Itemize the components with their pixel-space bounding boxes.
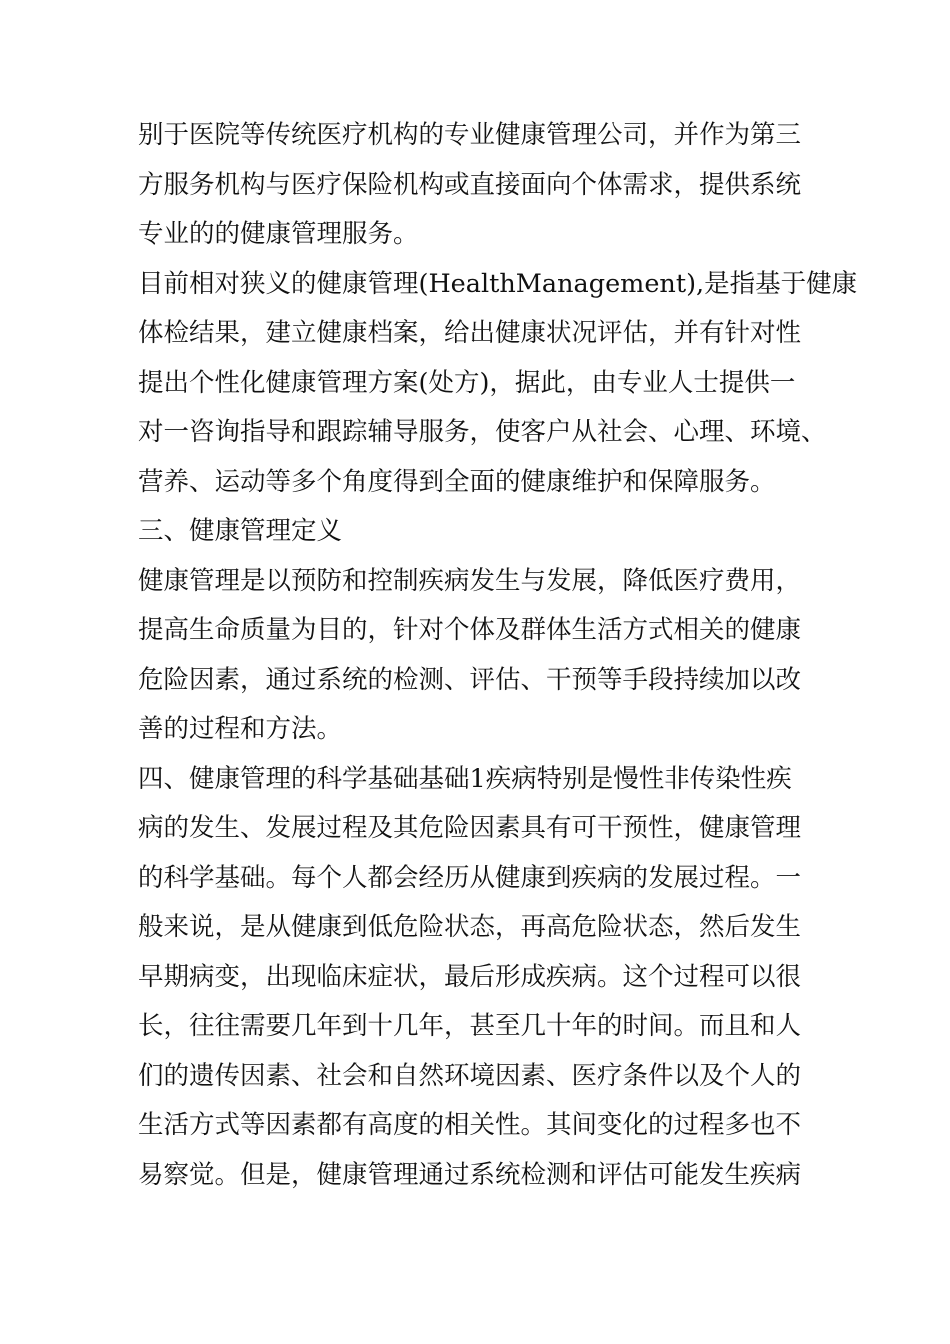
text-line: 提出个性化健康管理方案(处方)，据此，由专业人士提供一	[138, 368, 796, 398]
text-line: 提高生命质量为目的，针对个体及群体生活方式相关的健康	[138, 615, 802, 645]
text-line: 病的发生、发展过程及其危险因素具有可干预性，健康管理	[138, 813, 802, 843]
text-line: 体检结果，建立健康档案，给出健康状况评估，并有针对性	[138, 318, 802, 348]
text-line: 危险因素，通过系统的检测、评估、干预等手段持续加以改	[138, 665, 802, 695]
text-line: 别于医院等传统医疗机构的专业健康管理公司，并作为第三	[138, 120, 802, 150]
text-line: 营养、运动等多个角度得到全面的健康维护和保障服务。	[138, 467, 776, 497]
text-line: 对一咨询指导和跟踪辅导服务，使客户从社会、心理、环境、	[138, 417, 827, 447]
text-line: 方服务机构与医疗保险机构或直接面向个体需求，提供系统	[138, 170, 802, 200]
text-line: 般来说，是从健康到低危险状态，再高危险状态，然后发生	[138, 912, 802, 942]
text-line: 的科学基础。每个人都会经历从健康到疾病的发展过程。一	[138, 863, 802, 893]
text-line: 生活方式等因素都有高度的相关性。其间变化的过程多也不	[138, 1110, 802, 1140]
text-line: 善的过程和方法。	[138, 714, 343, 744]
text-line: 易察觉。但是，健康管理通过系统检测和评估可能发生疾病	[138, 1160, 802, 1190]
text-line: 长，往往需要几年到十几年，甚至几十年的时间。而且和人	[138, 1011, 802, 1041]
text-line: 早期病变，出现临床症状，最后形成疾病。这个过程可以很	[138, 962, 802, 992]
text-line: 专业的的健康管理服务。	[138, 219, 419, 249]
section-heading: 三、健康管理定义	[138, 516, 343, 546]
section-heading: 四、健康管理的科学基础基础1疾病特别是慢性非传染性疾	[138, 764, 792, 794]
text-line: 健康管理是以预防和控制疾病发生与发展，降低医疗费用，	[138, 566, 802, 596]
text-line: 目前相对狭义的健康管理(HealthManagement),是指基于健康	[138, 269, 858, 299]
text-line: 们的遗传因素、社会和自然环境因素、医疗条件以及个人的	[138, 1061, 802, 1091]
